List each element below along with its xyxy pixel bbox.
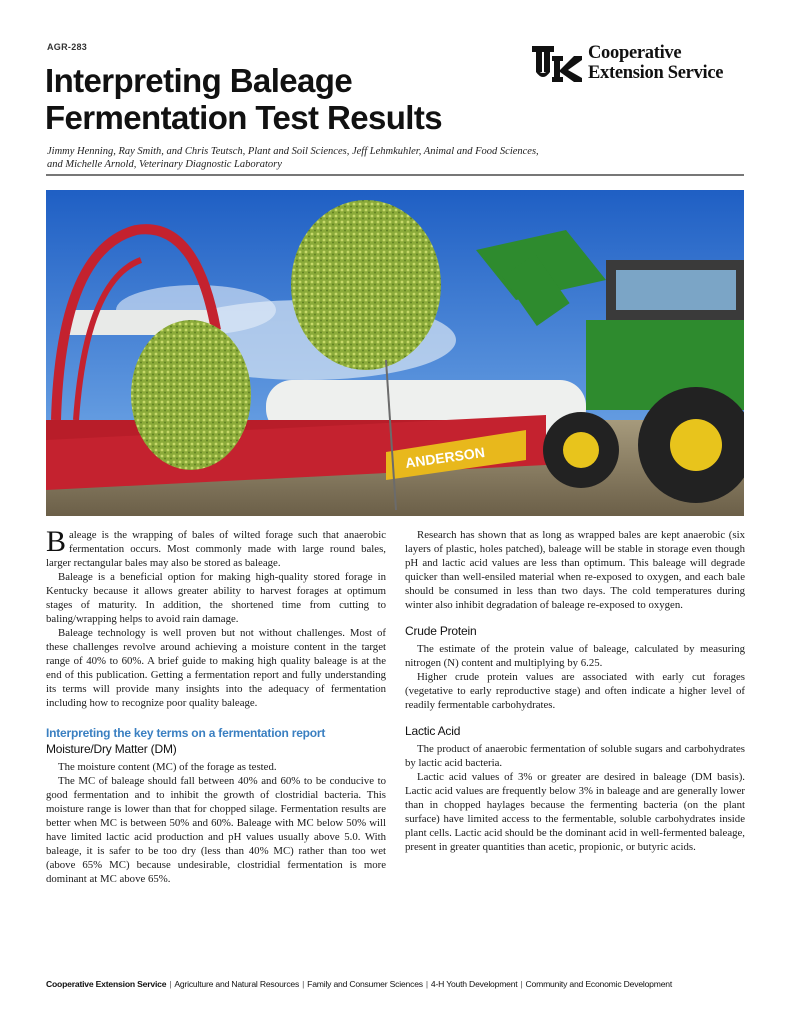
- footer-item-extension: Cooperative Extension Service: [46, 979, 167, 989]
- section-heading-key-terms: Interpreting the key terms on a fermentation report: [46, 726, 326, 740]
- subheading-lactic-acid: Lactic Acid: [405, 724, 461, 738]
- research-paragraph: Research has shown that as long as wrapped bales are kept anaerobic (six layers of plastic, holes patched), baleage will be stable in storage even though pH and lactic acid values are less than optimum. This baleage will degrade quicker than well-ensiled material when re-exposed to oxygen, and each bale should be consumed in less than two days. The cold temperatures during winter also inhibit degradation of baleage re-exposed to oxygen.: [405, 529, 745, 611]
- moisture-paragraph-1: The moisture content (MC) of the forage as tested.: [58, 761, 277, 773]
- right-column: [405, 528, 745, 854]
- page-title: [45, 62, 515, 136]
- intro-paragraph-1-text: aleage is the wrapping of bales of wilted forage such that anaerobic fermentation occurs. Most commonly made with large round bales, larger rectangular bales may also be stored as baleage.: [46, 529, 386, 569]
- intro-paragraph-1: [46, 525, 386, 570]
- footer-separator: |: [302, 979, 305, 989]
- baleage-photo-illustration: [46, 190, 744, 516]
- logo-line-1: Cooperative: [588, 43, 682, 63]
- uk-logo-icon: [532, 44, 584, 84]
- lactic-acid-paragraph-1: The product of anaerobic fermentation of soluble sugars and carbohydrates by lactic acid bacteria.: [405, 743, 745, 769]
- authors-line-1: Jimmy Henning, Ray Smith, and Chris Teutsch, Plant and Soil Sciences, Jeff Lehmkuhler, Animal and Food Sciences,: [47, 146, 539, 157]
- bale-wrapper-brand: ANDERSON: [404, 443, 486, 471]
- header-divider: [46, 174, 744, 176]
- drop-cap: B: [46, 525, 67, 558]
- left-column: [46, 525, 386, 886]
- authors-line-2: and Michelle Arnold, Veterinary Diagnostic Laboratory: [47, 159, 282, 170]
- lactic-acid-paragraph-2: Lactic acid values of 3% or greater are desired in baleage (DM basis). Lactic acid values are frequently below 3% in baleage and are generally lower than in chopped haylages because the fermenting bacteria (on the plant surface) have limited access to the fermentable, soluble carbohydrates inside plant cells. Lactic acid should be the dominant acid in well-fermented baleage, present in greater quantities than acetic, propionic, or butyric acids.: [405, 771, 745, 853]
- footer-separator: |: [169, 979, 172, 989]
- author-list: [47, 145, 647, 171]
- footer-separator: |: [520, 979, 523, 989]
- subheading-moisture: Moisture/Dry Matter (DM): [46, 742, 177, 756]
- cover-photo: [46, 190, 744, 516]
- footer-item-community: Community and Economic Development: [525, 979, 673, 989]
- intro-paragraph-2: Baleage is a beneficial option for making high-quality stored forage in Kentucky because it allows greater ability to harvest forages at optimum stages of maturity. In addition, the shortened time from cutting to baling/wrapping helps to avoid rain damage.: [46, 571, 386, 625]
- footer-item-agriculture: Agriculture and Natural Resources: [174, 979, 300, 989]
- footer-separator: |: [425, 979, 428, 989]
- moisture-paragraph-2: The MC of baleage should fall between 40% and 60% to be conducive to good fermentation and to inhibit the growth of clostridial bacteria. This moisture range is lower than that for chopped silage. Fermentation results are better when MC is between 50% and 60%. Baleage with MC below 50% will have limited lactic acid production and pH values usually above 5.0. With baleage, it is safer to be too dry (less than 40% MC) rather than too wet (above 65% MC) because undesirable, clostridial fermentation is more dominant at MC above 65%.: [46, 775, 386, 885]
- footer-program-areas: [46, 979, 746, 989]
- crude-protein-paragraph-1: The estimate of the protein value of baleage, calculated by measuring nitrogen (N) content and multiplying by 6.25.: [405, 643, 745, 669]
- footer-item-family: Family and Consumer Sciences: [307, 979, 423, 989]
- title-line-2: Fermentation Test Results: [45, 99, 442, 136]
- footer-item-4h: 4-H Youth Development: [430, 979, 518, 989]
- crude-protein-paragraph-2: Higher crude protein values are associated with early cut forages (vegetative to early reproductive stage) and often indicate a higher level of readily fermentable carbohydrates.: [405, 671, 745, 711]
- logo-text: [588, 43, 723, 83]
- publication-code: AGR-283: [47, 42, 88, 52]
- extension-logo: [532, 44, 747, 88]
- subheading-crude-protein: Crude Protein: [405, 624, 477, 638]
- intro-paragraph-3: Baleage technology is well proven but not without challenges. Most of these challenges revolve around achieving a moisture content in the target range of 40% to 60%. A brief guide to making high quality baleage is at the end of this publication. Getting a fermentation report and fully understanding its terms will provide many insights into the adequacy of fermentation including how to recognize poor quality baleage.: [46, 627, 386, 709]
- title-line-1: Interpreting Baleage: [45, 62, 353, 99]
- logo-line-2: Extension Service: [588, 63, 724, 83]
